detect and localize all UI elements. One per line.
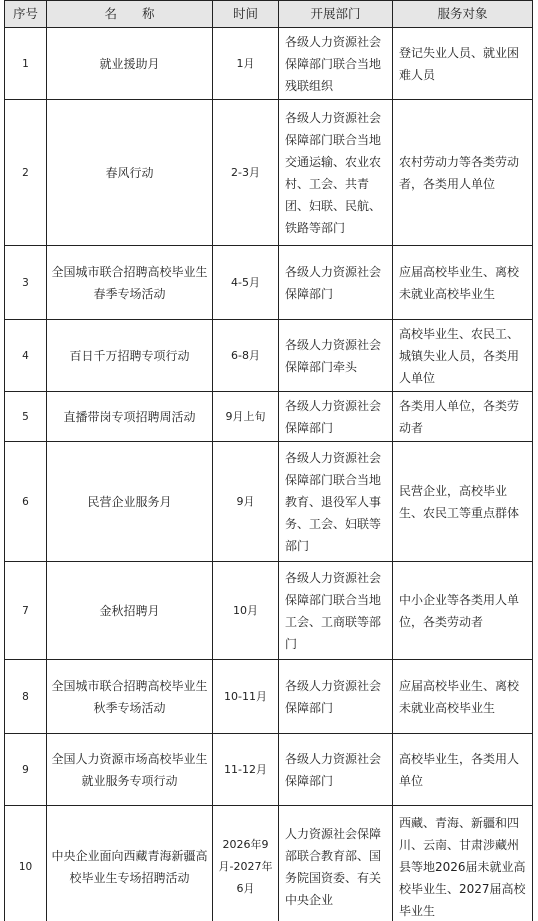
row-index: 7 bbox=[5, 562, 47, 660]
row-target: 高校毕业生，各类用人单位 bbox=[393, 734, 533, 806]
row-time: 11-12月 bbox=[213, 734, 279, 806]
row-time: 2026年9月-2027年6月 bbox=[213, 806, 279, 921]
row-index: 9 bbox=[5, 734, 47, 806]
table-row bbox=[5, 320, 533, 392]
row-department: 各级人力资源社会保障部门联合当地工会、工商联等部门 bbox=[279, 562, 393, 660]
row-time: 9月上旬 bbox=[213, 392, 279, 442]
row-name: 全国城市联合招聘高校毕业生春季专场活动 bbox=[47, 246, 213, 320]
row-index: 3 bbox=[5, 246, 47, 320]
row-name: 春风行动 bbox=[47, 100, 213, 246]
table-row bbox=[5, 734, 533, 806]
row-time: 10-11月 bbox=[213, 660, 279, 734]
row-name: 百日千万招聘专项行动 bbox=[47, 320, 213, 392]
row-target: 应届高校毕业生、离校未就业高校毕业生 bbox=[393, 246, 533, 320]
row-target: 民营企业，高校毕业生、农民工等重点群体 bbox=[393, 442, 533, 562]
row-department: 各级人力资源社会保障部门联合当地残联组织 bbox=[279, 28, 393, 100]
table-row bbox=[5, 562, 533, 660]
document-page bbox=[4, 0, 534, 921]
table-header-row bbox=[5, 1, 533, 28]
row-target: 中小企业等各类用人单位，各类劳动者 bbox=[393, 562, 533, 660]
row-index: 8 bbox=[5, 660, 47, 734]
header-index: 序号 bbox=[5, 1, 47, 28]
row-name: 全国人力资源市场高校毕业生就业服务专项行动 bbox=[47, 734, 213, 806]
row-target: 登记失业人员、就业困难人员 bbox=[393, 28, 533, 100]
row-time: 10月 bbox=[213, 562, 279, 660]
row-time: 2-3月 bbox=[213, 100, 279, 246]
row-target: 农村劳动力等各类劳动者，各类用人单位 bbox=[393, 100, 533, 246]
table-row bbox=[5, 442, 533, 562]
row-name: 就业援助月 bbox=[47, 28, 213, 100]
header-target: 服务对象 bbox=[393, 1, 533, 28]
row-index: 2 bbox=[5, 100, 47, 246]
row-target: 各类用人单位，各类劳动者 bbox=[393, 392, 533, 442]
table-row bbox=[5, 392, 533, 442]
row-index: 5 bbox=[5, 392, 47, 442]
row-index: 6 bbox=[5, 442, 47, 562]
table-row bbox=[5, 246, 533, 320]
row-department: 各级人力资源社会保障部门 bbox=[279, 392, 393, 442]
row-department: 各级人力资源社会保障部门联合当地交通运输、农业农村、工会、共青团、妇联、民航、铁路等部门 bbox=[279, 100, 393, 246]
row-name: 全国城市联合招聘高校毕业生秋季专场活动 bbox=[47, 660, 213, 734]
row-department: 各级人力资源社会保障部门联合当地教育、退役军人事务、工会、妇联等部门 bbox=[279, 442, 393, 562]
header-time: 时间 bbox=[213, 1, 279, 28]
row-name: 中央企业面向西藏青海新疆高校毕业生专场招聘活动 bbox=[47, 806, 213, 921]
table-row bbox=[5, 28, 533, 100]
header-department: 开展部门 bbox=[279, 1, 393, 28]
row-time: 4-5月 bbox=[213, 246, 279, 320]
row-department: 各级人力资源社会保障部门 bbox=[279, 660, 393, 734]
row-time: 6-8月 bbox=[213, 320, 279, 392]
row-index: 10 bbox=[5, 806, 47, 921]
row-department: 各级人力资源社会保障部门 bbox=[279, 734, 393, 806]
header-name: 名 称 bbox=[47, 1, 213, 28]
table-row bbox=[5, 660, 533, 734]
table-row bbox=[5, 100, 533, 246]
row-department: 各级人力资源社会保障部门 bbox=[279, 246, 393, 320]
row-time: 1月 bbox=[213, 28, 279, 100]
row-time: 9月 bbox=[213, 442, 279, 562]
row-target: 高校毕业生、农民工、城镇失业人员，各类用人单位 bbox=[393, 320, 533, 392]
activity-schedule-table bbox=[4, 0, 533, 921]
row-department: 各级人力资源社会保障部门牵头 bbox=[279, 320, 393, 392]
row-name: 金秋招聘月 bbox=[47, 562, 213, 660]
row-name: 直播带岗专项招聘周活动 bbox=[47, 392, 213, 442]
table-row bbox=[5, 806, 533, 921]
row-index: 1 bbox=[5, 28, 47, 100]
row-target: 应届高校毕业生、离校未就业高校毕业生 bbox=[393, 660, 533, 734]
row-target: 西藏、青海、新疆和四川、云南、甘肃涉藏州县等地2026届未就业高校毕业生、2027届高校毕业生 bbox=[393, 806, 533, 921]
row-index: 4 bbox=[5, 320, 47, 392]
row-department: 人力资源社会保障部联合教育部、国务院国资委、有关中央企业 bbox=[279, 806, 393, 921]
row-name: 民营企业服务月 bbox=[47, 442, 213, 562]
